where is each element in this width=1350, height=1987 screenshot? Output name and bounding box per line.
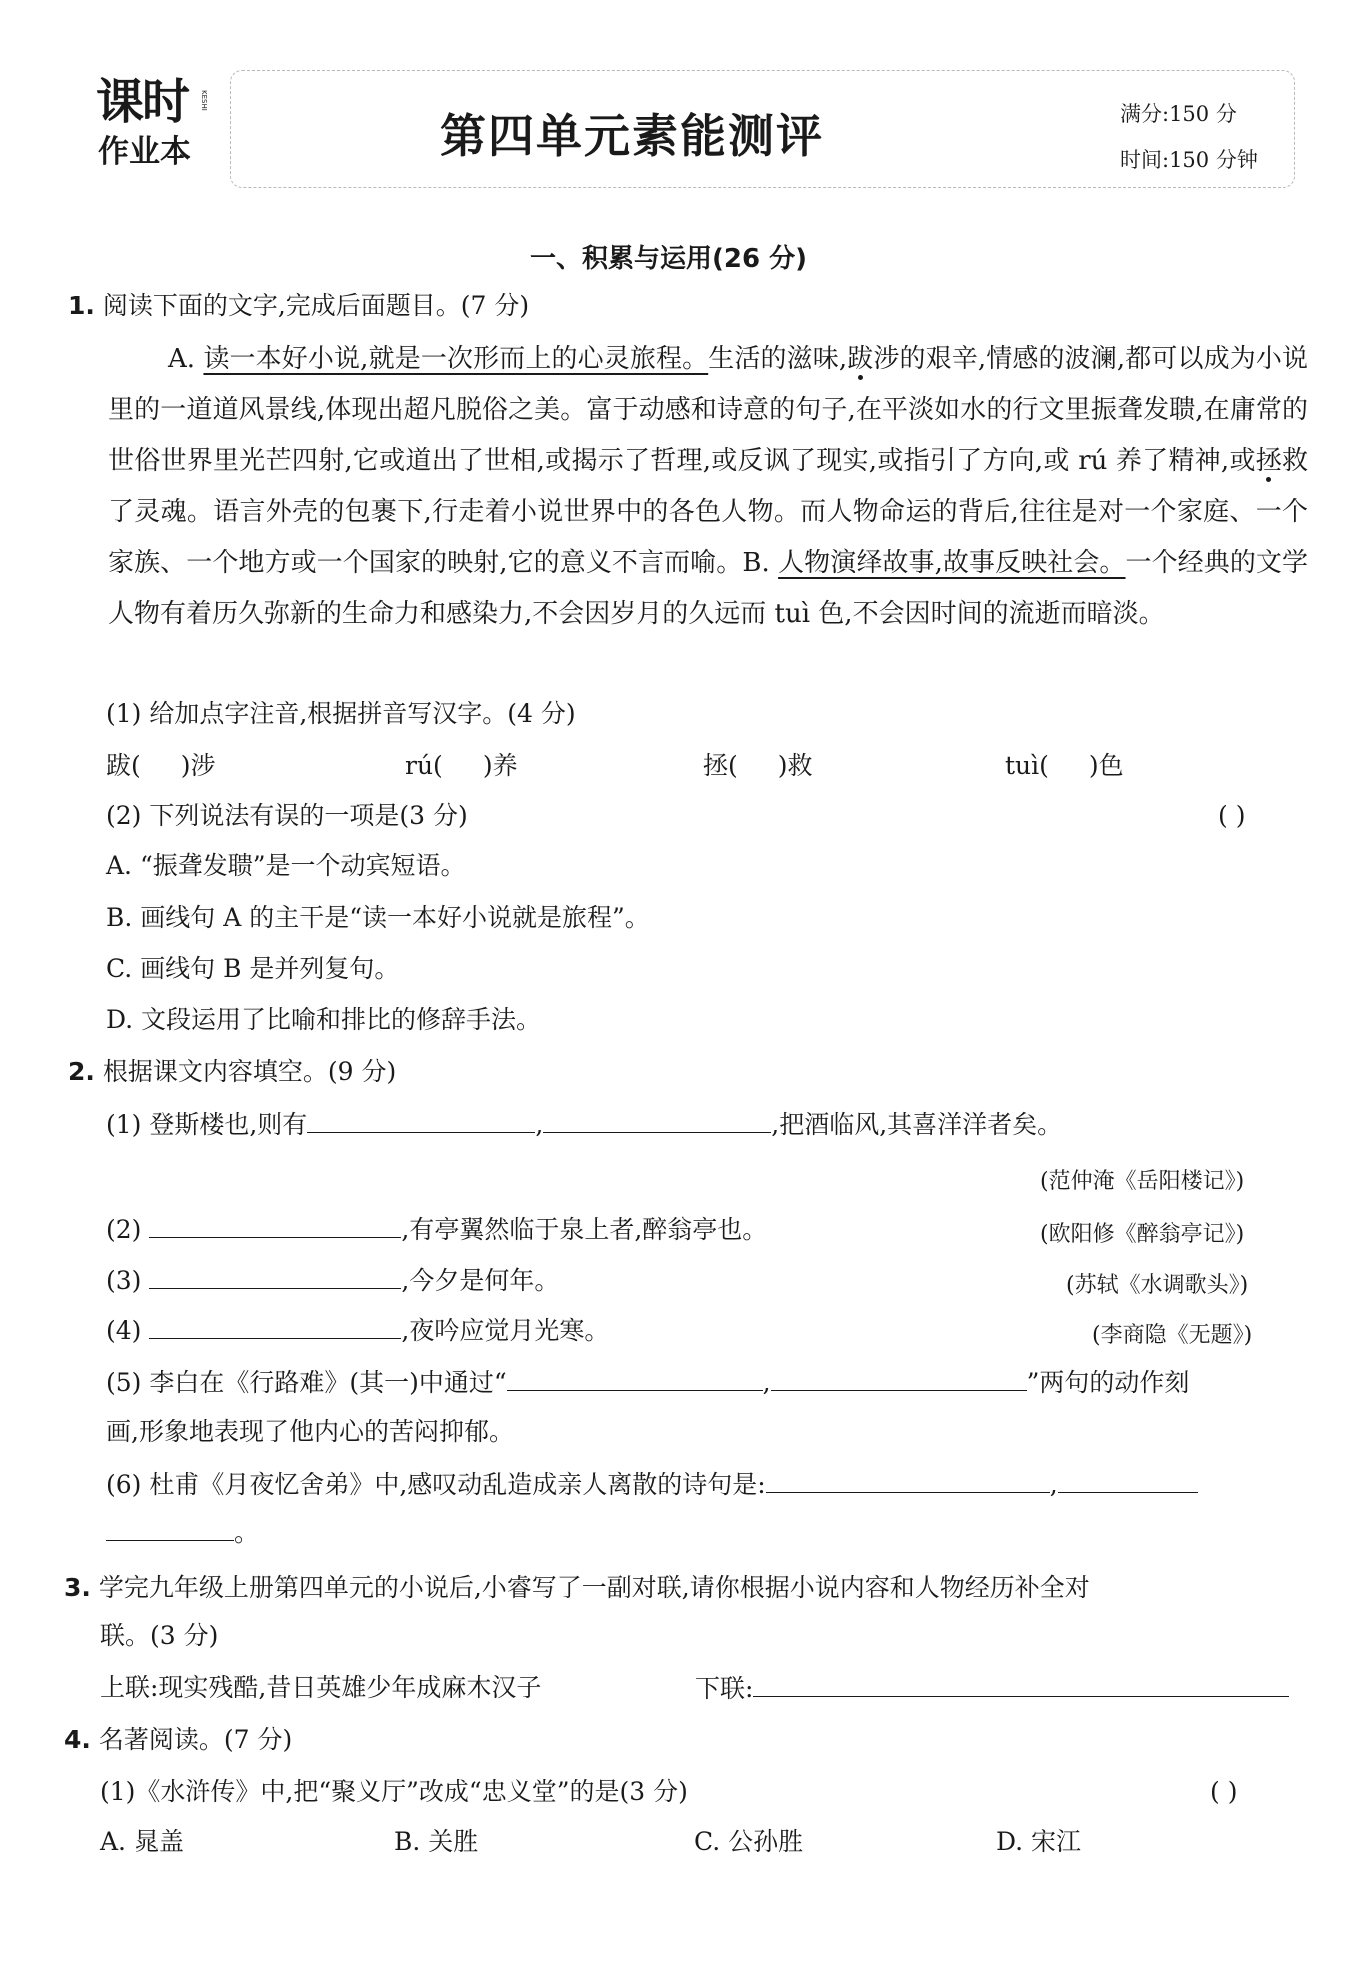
passage-text: 生活的滋味,	[708, 344, 848, 374]
couplet-upper: 上联:现实残酷,昔日英雄少年成麻木汉子	[100, 1673, 542, 1702]
passage-text: 一个经典的文学人物有着历久弥新的生命力和感染力,不会因岁月的久远而 tuì 色,不会因时间的流逝而暗淡。	[108, 548, 1309, 629]
question-number: 4.	[64, 1725, 91, 1754]
blank-line[interactable]	[149, 1213, 401, 1238]
fill-text: ,夜吟应觉月光寒。	[401, 1316, 610, 1345]
fill-post: )色	[1088, 751, 1124, 780]
fill-item	[106, 750, 216, 782]
sub-question-q4-1: (1)《水浒传》中,把“聚义厅”改成“忠义堂”的是(3 分)	[100, 1777, 688, 1806]
question-number: 3.	[64, 1573, 91, 1602]
fill-text: ,把酒临风,其喜洋洋者矣。	[771, 1110, 1063, 1139]
answer-paren[interactable]: ( )	[1210, 1777, 1238, 1806]
blank-line[interactable]	[771, 1366, 1027, 1391]
fill-pre: rú(	[405, 751, 443, 780]
fill-pre: 跋(	[106, 751, 141, 780]
blank-line[interactable]	[507, 1366, 763, 1391]
fill-text: ,	[762, 1368, 771, 1397]
question-number: 2.	[68, 1057, 95, 1086]
fill-line-2	[106, 1213, 767, 1246]
fill-text: 。	[234, 1518, 260, 1547]
option-b[interactable]: B. 画线句 A 的主干是“读一本好小说就是旅程”。	[106, 903, 650, 932]
logo-pinyin: KESHI	[200, 90, 208, 111]
source-2: (欧阳修《醉翁亭记》)	[1040, 1222, 1245, 1247]
blank-line[interactable]	[766, 1468, 1050, 1493]
option-c[interactable]: C. 公孙胜	[694, 1827, 804, 1856]
fill-line-4	[106, 1314, 609, 1347]
fill-line-6	[106, 1468, 1198, 1501]
fill-item	[405, 750, 518, 782]
fill-item	[703, 750, 813, 782]
fill-text: ,	[535, 1110, 544, 1139]
reading-passage	[108, 334, 1308, 640]
underlined-sentence-b: 人物演绎故事,故事反映社会。	[778, 548, 1126, 578]
fill-text: (4)	[106, 1316, 142, 1345]
source-3: (苏轼《水调歌头》)	[1066, 1273, 1249, 1298]
question-stem: 阅读下面的文字,完成后面题目。(7 分)	[102, 291, 530, 320]
dotted-char-2: 拯	[1255, 446, 1282, 476]
option-a[interactable]: A. “振聋发聩”是一个动宾短语。	[106, 851, 466, 880]
couplet-lower	[695, 1672, 1289, 1705]
logo-line1: 课时	[96, 74, 189, 130]
question-3	[64, 1572, 1090, 1604]
passage-text: 涉的艰辛,情感的波澜,都可以成为小说里的一道道风景线,体现出超凡脱俗之美。富于动感和诗意的句子,在平淡如水的行文里振聋发聩,在庸常的世俗世界里光芒四射,它或道出了世相,或揭示了哲理,或反讽了现实,或指引了方向,或 rú 养了精神,或	[108, 344, 1308, 476]
question-1	[68, 290, 529, 322]
question-4	[64, 1724, 292, 1756]
fill-text: ,有亭翼然临于泉上者,醉翁亭也。	[401, 1215, 768, 1244]
blank-line[interactable]	[753, 1672, 1289, 1697]
fill-post: )养	[482, 751, 518, 780]
fill-item	[1005, 750, 1124, 782]
blank-line[interactable]	[149, 1314, 401, 1339]
sub-question-1: (1) 给加点字注音,根据拼音写汉字。(4 分)	[106, 699, 576, 728]
fill-text: ”两句的动作刻	[1026, 1368, 1190, 1397]
sub-question-2: (2) 下列说法有误的一项是(3 分)	[106, 801, 468, 830]
fill-pre: 拯(	[703, 751, 738, 780]
full-score: 满分:150 分	[1120, 102, 1237, 126]
logo-line2: 作业本	[98, 134, 191, 170]
fill-text: ,	[1049, 1470, 1058, 1499]
logo	[96, 76, 216, 186]
dotted-char-1: 跋	[847, 344, 874, 374]
section-heading: 一、积累与运用(26 分)	[530, 244, 807, 274]
couplet-lower-label: 下联:	[695, 1674, 754, 1703]
fill-text: (5) 李白在《行路难》(其一)中通过“	[106, 1368, 507, 1397]
fill-line-5	[106, 1366, 1189, 1399]
fill-pre: tuì(	[1005, 751, 1049, 780]
fill-text: ,今夕是何年。	[401, 1266, 560, 1295]
fill-line-1	[106, 1108, 1062, 1141]
exam-time: 时间:150 分钟	[1120, 148, 1258, 172]
blank-line[interactable]	[1058, 1468, 1198, 1493]
question-2	[68, 1056, 396, 1088]
label-b: B.	[742, 548, 770, 578]
fill-post: )涉	[180, 751, 216, 780]
question-3-continued: 联。(3 分)	[100, 1621, 219, 1650]
fill-line-5-continued: 画,形象地表现了他内心的苦闷抑郁。	[106, 1417, 514, 1446]
option-c[interactable]: C. 画线句 B 是并列复句。	[106, 954, 400, 983]
option-a[interactable]: A. 晁盖	[100, 1827, 184, 1856]
blank-line[interactable]	[543, 1108, 771, 1133]
question-stem: 根据课文内容填空。(9 分)	[102, 1057, 397, 1086]
question-stem: 名著阅读。(7 分)	[98, 1725, 293, 1754]
fill-text: (2)	[106, 1215, 142, 1244]
answer-paren[interactable]: ( )	[1218, 801, 1246, 830]
blank-line[interactable]	[307, 1108, 535, 1133]
option-d[interactable]: D. 文段运用了比喻和排比的修辞手法。	[106, 1005, 542, 1034]
source-1: (范仲淹《岳阳楼记》)	[1040, 1169, 1245, 1194]
page-title: 第四单元素能测评	[440, 109, 824, 163]
fill-text: (3)	[106, 1266, 142, 1295]
underlined-sentence-a: 读一本好小说,就是一次形而上的心灵旅程。	[203, 344, 709, 374]
fill-text: (6) 杜甫《月夜忆舍弟》中,感叹动乱造成亲人离散的诗句是:	[106, 1470, 766, 1499]
blank-line[interactable]	[149, 1264, 401, 1289]
option-b[interactable]: B. 关胜	[394, 1827, 479, 1856]
fill-line-6-continued	[106, 1516, 259, 1549]
question-stem: 学完九年级上册第四单元的小说后,小睿写了一副对联,请你根据小说内容和人物经历补全对	[98, 1573, 1090, 1602]
passage-text: 救了灵魂。语言外壳的包裹下,行走着小说世界中的各色人物。而人物命运的背后,往往是对一个家庭、一个家族、一个地方或一个国家的映射,它的意义不言而喻。	[108, 446, 1308, 578]
option-d[interactable]: D. 宋江	[996, 1827, 1082, 1856]
question-number: 1.	[68, 291, 95, 320]
label-a: A.	[168, 344, 196, 374]
fill-line-3	[106, 1264, 559, 1297]
source-4: (李商隐《无题》)	[1092, 1323, 1253, 1348]
blank-line[interactable]	[106, 1516, 234, 1541]
fill-post: )救	[777, 751, 813, 780]
fill-text: (1) 登斯楼也,则有	[106, 1110, 308, 1139]
